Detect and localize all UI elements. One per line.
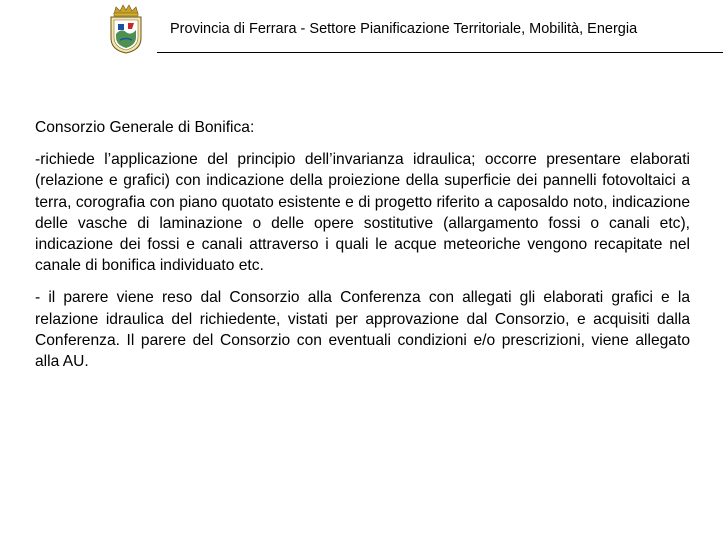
header-title: Provincia di Ferrara - Settore Pianificazione Territoriale, Mobilità, Energia: [170, 21, 638, 37]
paragraph-opinion: - il parere viene reso dal Consorzio alla Conferenza con allegati gli elaborati grafici e la relazione idraulica del richiedente, vistati per approvazione dal Consorzio, e acquisiti dalla Conferenza. Il parere del Consorzio con eventuali condizioni e/o prescrizioni, viene allegato alla AU.: [35, 289, 690, 371]
header-divider: [157, 52, 723, 53]
provincia-di-ferrara-coat-of-arms-icon: [106, 4, 146, 54]
page-header: [0, 0, 723, 58]
document-body: [35, 117, 690, 383]
section-heading: Consorzio Generale di Bonifica:: [35, 119, 255, 136]
paragraph-requirements: -richiede l’applicazione del principio dell’invarianza idraulica; occorre presentare elaborati (relazione e grafici) con indicazione della proiezione della superficie dei pannelli fotovoltaici a terra, corografia con piano quotato esistente e di progetto riferito a caposaldo noto, indicazione delle vasche di laminazione o delle opere sostitutive (allargamento fossi o canali etc), indicazione dei fossi e canali attraverso i quali le acque meteoriche vengono recapitate nel canale di bonifica individuato etc.: [35, 151, 690, 275]
